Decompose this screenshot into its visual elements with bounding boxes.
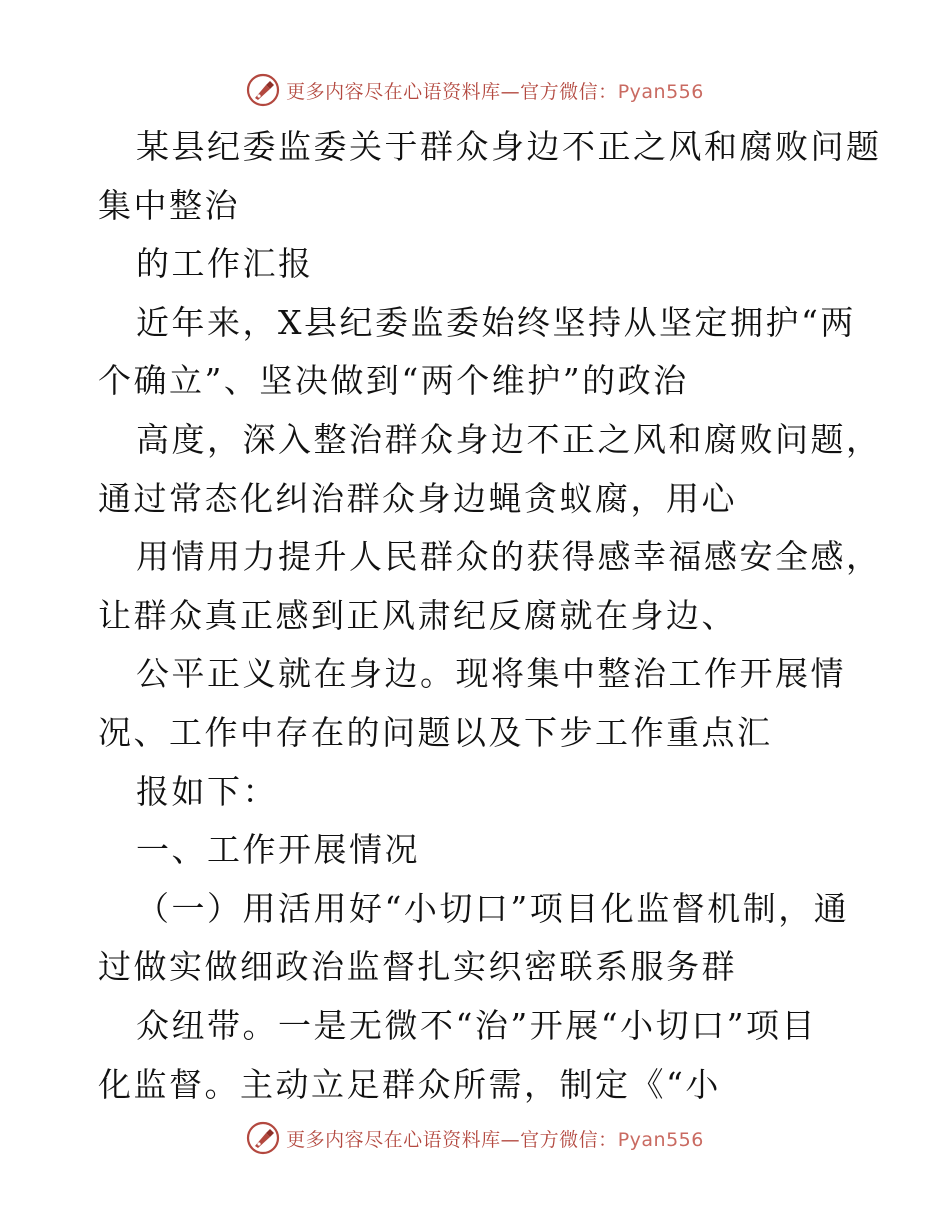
text-line: 高度，深入整治群众身边不正之风和腐败问题，: [136, 419, 882, 459]
watermark-account: Pyan556: [617, 80, 704, 103]
text-line: 个确立”、坚决做到“两个维护”的政治: [98, 361, 689, 401]
document-body: [98, 118, 882, 1114]
text-line: 公平正义就在身边。现将集中整治工作开展情: [136, 654, 846, 694]
text-line: 集中整治: [98, 185, 240, 225]
watermark-text: 更多内容尽在心语资料库: [286, 80, 501, 103]
watermark-suffix: 官方微信：: [520, 80, 618, 103]
text-line: 一、工作开展情况: [136, 830, 420, 870]
text-line: （一）用活用好“小切口”项目化监督机制，通: [136, 888, 850, 928]
text-line: 的工作汇报: [136, 244, 314, 284]
text-line: 况、工作中存在的问题以及下步工作重点汇: [98, 712, 773, 752]
text-line: 通过常态化纠治群众身边蝇贪蚁腐，用心: [98, 478, 737, 518]
text-line: 化监督。主动立足群众所需，制定《“小: [98, 1064, 721, 1104]
watermark-account: Pyan556: [617, 1128, 704, 1151]
text-line: 用情用力提升人民群众的获得感幸福感安全感，: [136, 537, 882, 577]
pen-nib-circle-icon: [246, 1121, 280, 1155]
text-line: 让群众真正感到正风肃纪反腐就在身边、: [98, 595, 737, 635]
watermark-suffix: 官方微信：: [520, 1128, 618, 1151]
text-line: 过做实做细政治监督扎实织密联系服务群: [98, 947, 737, 987]
text-line: 近年来，X县纪委监委始终坚持从坚定拥护“两: [136, 302, 856, 342]
text-line: 报如下：: [136, 771, 278, 811]
pen-nib-circle-icon: [246, 73, 280, 107]
watermark-text: 更多内容尽在心语资料库: [286, 1128, 501, 1151]
text-line: 某县纪委监委关于群众身边不正之风和腐败问题: [136, 127, 882, 166]
watermark-separator: —: [500, 1128, 521, 1151]
text-line: 众纽带。一是无微不“治”开展“小切口”项目: [136, 1005, 817, 1045]
header-watermark: [0, 70, 950, 110]
footer-watermark: [0, 1118, 950, 1158]
watermark-separator: —: [500, 80, 521, 103]
